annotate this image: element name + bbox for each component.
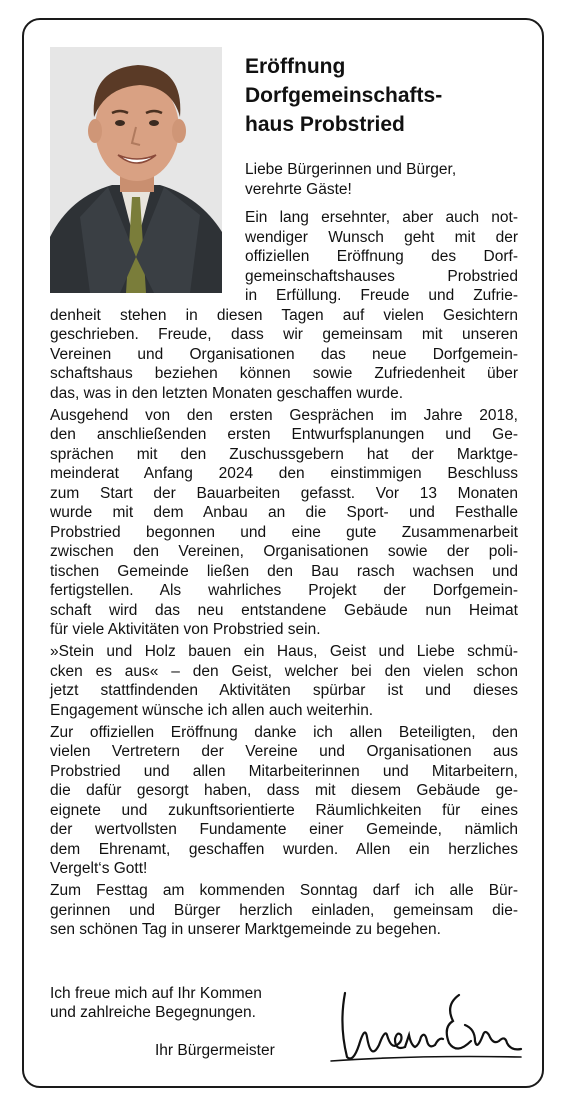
body-line: tischen Gemeinde ließen den Bau rasch wachsen und <box>50 562 518 580</box>
closing-line-1: Ich freue mich auf Ihr Kommen <box>50 985 262 1002</box>
body-line: gerinnen und Bürger herzlich einladen, gemeinsam die- <box>50 901 518 919</box>
body-line: gemeinschaftshauses Probstried <box>245 267 518 285</box>
body-line: Vereinen und Organisationen das neue Dorfgemein- <box>50 345 518 363</box>
body-line: denheit stehen in diesen Tagen auf vielen Gesichtern <box>50 306 518 324</box>
body-line: »Stein und Holz bauen ein Haus, Geist und Liebe schmü- <box>50 643 518 660</box>
body-line: wendiger Wunsch geht mit der <box>245 228 518 246</box>
body-line: zum Start der Bauarbeiten gefasst. Vor 13 Monaten <box>50 484 518 502</box>
body-line: dem Ehrenamt, geschaffen wurden. Allen ein herzliches <box>50 840 518 858</box>
greeting-line-2: verehrte Gäste! <box>245 180 352 198</box>
sign-off: Ihr Bürgermeister <box>155 1042 275 1059</box>
body-line: eignete und zukunftsorientierte Räumlichkeiten für eines <box>50 801 518 819</box>
closing-line-2: und zahlreiche Begegnungen. <box>50 1004 256 1021</box>
handwritten-signature <box>325 985 525 1070</box>
body-line: Engagement wünsche ich allen auch weiterhin. <box>50 701 374 719</box>
title-line-1: Eröffnung <box>245 55 346 78</box>
body-line: zwischen den Vereinen, Organisationen sowie der poli- <box>50 543 518 560</box>
body-line: vielen Vertretern der Vereine und Organisationen aus <box>50 743 518 760</box>
body-line: den anschließenden ersten Entwurfsplanungen und Ge- <box>50 426 518 443</box>
greeting <box>245 160 525 199</box>
body-line: das, was in den letzten Monaten geschaffen wurde. <box>50 384 403 402</box>
body-line: der wertvollsten Fundamente einer Gemeinde, nämlich <box>50 821 518 838</box>
body-line: Ausgehend von den ersten Gesprächen im Jahre 2018, <box>50 406 518 424</box>
body-line: offiziellen Eröffnung des Dorf- <box>245 248 518 265</box>
title-line-3: haus Probstried <box>245 113 405 136</box>
body-line: wurde mit dem Anbau an die Sport- und Festhalle <box>50 504 518 521</box>
body-line: sprächen mit den Zuschussgebern hat der Marktge- <box>50 445 518 463</box>
title-line-2: Dorfgemeinschafts- <box>245 84 443 107</box>
body-line: fertigstellen. Als wahrliches Projekt der Dorfgemein- <box>50 582 518 599</box>
body-line: für viele Aktivitäten von Probstried sein. <box>50 621 321 638</box>
article-title <box>245 52 525 139</box>
body-line: meinderat Anfang 2024 den einstimmigen Beschluss <box>50 465 518 482</box>
body-line: Probstried begonnen und eine gute Zusammenarbeit <box>50 523 518 541</box>
body-line: Zum Festtag am kommenden Sonntag darf ich alle Bür- <box>50 882 518 899</box>
body-line: die dafür gesorgt haben, dass mit diesem Gebäude ge- <box>50 782 518 799</box>
body-line: Ein lang ersehnter, aber auch not- <box>245 209 518 226</box>
body-line: Vergelt‘s Gott! <box>50 860 148 877</box>
body-line: schaft wird das neu entstandene Gebäude nun Heimat <box>50 601 518 619</box>
mayor-portrait-photo <box>50 47 222 293</box>
body-line: cken es aus« – den Geist, welcher bei den vielen schon <box>50 662 518 680</box>
body-line: sen schönen Tag in unserer Marktgemeinde zu begehen. <box>50 921 441 938</box>
body-line: in Erfüllung. Freude und Zufrie- <box>245 287 518 304</box>
body-line: jetzt stattfindenden Aktivitäten spürbar ist und dieses <box>50 682 518 699</box>
greeting-line-1: Liebe Bürgerinnen und Bürger, <box>245 161 457 178</box>
body-line: schaftshaus beziehen können sowie Zufriedenheit über <box>50 365 518 382</box>
body-line: geschrieben. Freude, dass wir gemeinsam mit unseren <box>50 326 518 343</box>
body-line: Probstried und allen Mitarbeiterinnen und Mitarbeitern, <box>50 762 518 780</box>
body-line: Zur offiziellen Eröffnung danke ich allen Beteiligten, den <box>50 723 518 741</box>
